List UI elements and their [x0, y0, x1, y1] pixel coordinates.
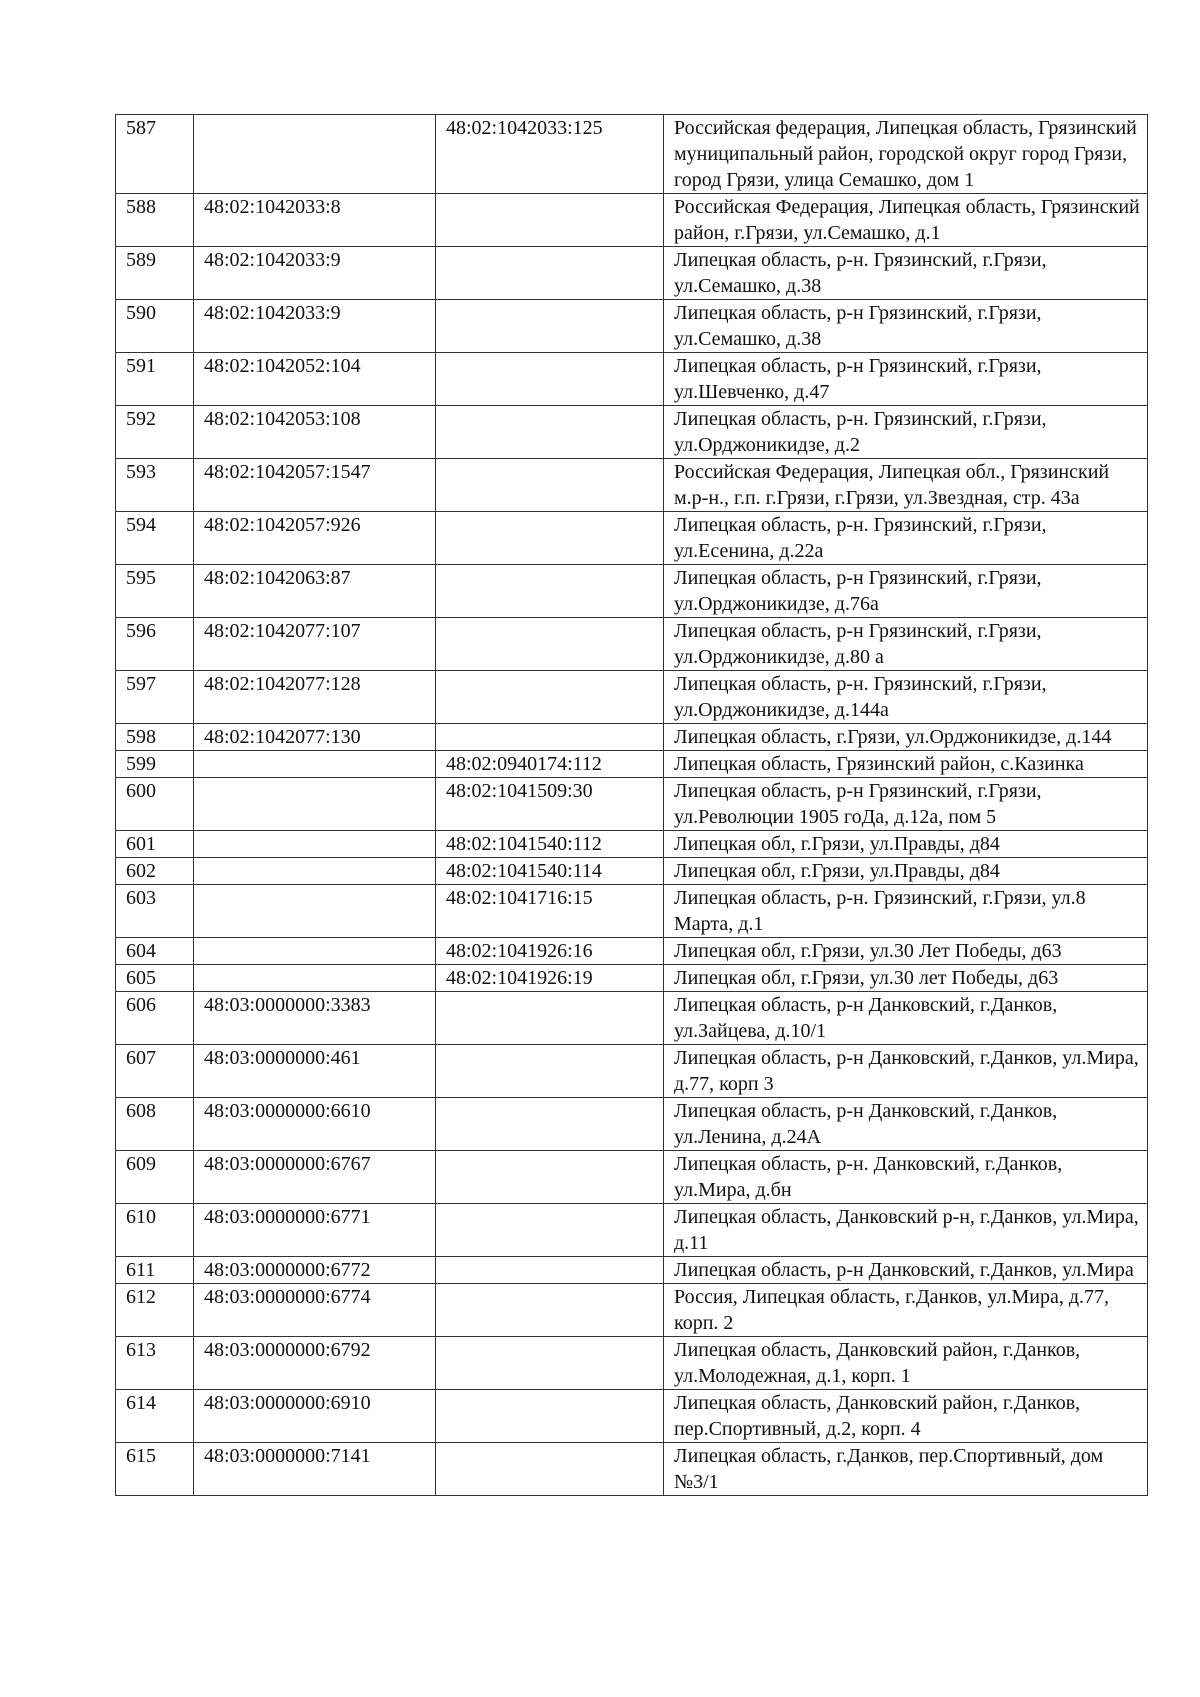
building-cadastral-number-cell: [436, 1284, 664, 1337]
address-cell: Липецкая область, г.Данков, пер.Спортивный, дом №3/1: [664, 1443, 1148, 1496]
land-cadastral-number-cell: 48:02:1042033:9: [194, 247, 436, 300]
row-number-cell: 590: [116, 300, 194, 353]
address-cell: Липецкая область, р-н Данковский, г.Данков, ул.Мира: [664, 1257, 1148, 1284]
building-cadastral-number-cell: [436, 459, 664, 512]
row-number-cell: 587: [116, 115, 194, 194]
address-cell: Липецкая область, р-н Грязинский, г.Грязи, ул.Шевченко, д.47: [664, 353, 1148, 406]
address-cell: Липецкая область, р-н. Данковский, г.Данков, ул.Мира, д.бн: [664, 1151, 1148, 1204]
table-row: [116, 885, 1148, 938]
address-cell: Липецкая обл, г.Грязи, ул.Правды, д84: [664, 831, 1148, 858]
land-cadastral-number-cell: [194, 778, 436, 831]
address-cell: Российская Федерация, Липецкая область, Грязинский район, г.Грязи, ул.Семашко, д.1: [664, 194, 1148, 247]
row-number-cell: 601: [116, 831, 194, 858]
table-row: [116, 858, 1148, 885]
table-row: [116, 194, 1148, 247]
building-cadastral-number-cell: 48:02:1042033:125: [436, 115, 664, 194]
land-cadastral-number-cell: [194, 115, 436, 194]
row-number-cell: 593: [116, 459, 194, 512]
table-row: [116, 247, 1148, 300]
land-cadastral-number-cell: 48:02:1042063:87: [194, 565, 436, 618]
land-cadastral-number-cell: 48:03:0000000:6910: [194, 1390, 436, 1443]
address-cell: Липецкая область, Данковский р-н, г.Данков, ул.Мира, д.11: [664, 1204, 1148, 1257]
table-row: [116, 300, 1148, 353]
building-cadastral-number-cell: [436, 247, 664, 300]
address-cell: Россия, Липецкая область, г.Данков, ул.Мира, д.77, корп. 2: [664, 1284, 1148, 1337]
building-cadastral-number-cell: 48:02:1041540:112: [436, 831, 664, 858]
row-number-cell: 603: [116, 885, 194, 938]
table-row: [116, 565, 1148, 618]
address-cell: Липецкая область, р-н. Грязинский, г.Грязи, ул.Есенина, д.22а: [664, 512, 1148, 565]
land-cadastral-number-cell: 48:03:0000000:6610: [194, 1098, 436, 1151]
address-cell: Липецкая область, р-н. Грязинский, г.Грязи, ул.Орджоникидзе, д.144а: [664, 671, 1148, 724]
building-cadastral-number-cell: [436, 406, 664, 459]
row-number-cell: 610: [116, 1204, 194, 1257]
row-number-cell: 609: [116, 1151, 194, 1204]
building-cadastral-number-cell: [436, 1098, 664, 1151]
building-cadastral-number-cell: [436, 1257, 664, 1284]
row-number-cell: 604: [116, 938, 194, 965]
row-number-cell: 597: [116, 671, 194, 724]
building-cadastral-number-cell: [436, 618, 664, 671]
land-cadastral-number-cell: 48:03:0000000:6772: [194, 1257, 436, 1284]
table-row: [116, 778, 1148, 831]
row-number-cell: 612: [116, 1284, 194, 1337]
address-cell: Липецкая область, р-н. Грязинский, г.Грязи, ул.Орджоникидзе, д.2: [664, 406, 1148, 459]
land-cadastral-number-cell: 48:03:0000000:6774: [194, 1284, 436, 1337]
table-row: [116, 406, 1148, 459]
land-cadastral-number-cell: [194, 858, 436, 885]
table-row: [116, 724, 1148, 751]
table-row: [116, 1337, 1148, 1390]
building-cadastral-number-cell: 48:02:1041509:30: [436, 778, 664, 831]
building-cadastral-number-cell: 48:02:1041540:114: [436, 858, 664, 885]
table-row: [116, 751, 1148, 778]
building-cadastral-number-cell: 48:02:1041926:16: [436, 938, 664, 965]
address-cell: Липецкая область, р-н Данковский, г.Данков, ул.Мира, д.77, корп 3: [664, 1045, 1148, 1098]
table-row: [116, 115, 1148, 194]
land-cadastral-number-cell: 48:02:1042057:926: [194, 512, 436, 565]
table-body: [116, 115, 1148, 1496]
address-cell: Липецкая область, г.Грязи, ул.Орджоникидзе, д.144: [664, 724, 1148, 751]
table-row: [116, 1390, 1148, 1443]
row-number-cell: 592: [116, 406, 194, 459]
row-number-cell: 602: [116, 858, 194, 885]
building-cadastral-number-cell: [436, 1443, 664, 1496]
address-cell: Липецкая обл, г.Грязи, ул.Правды, д84: [664, 858, 1148, 885]
building-cadastral-number-cell: [436, 565, 664, 618]
row-number-cell: 608: [116, 1098, 194, 1151]
land-cadastral-number-cell: 48:02:1042033:9: [194, 300, 436, 353]
land-cadastral-number-cell: 48:02:1042033:8: [194, 194, 436, 247]
building-cadastral-number-cell: [436, 1204, 664, 1257]
land-cadastral-number-cell: [194, 885, 436, 938]
row-number-cell: 594: [116, 512, 194, 565]
address-cell: Липецкая область, р-н. Грязинский, г.Грязи, ул.Семашко, д.38: [664, 247, 1148, 300]
building-cadastral-number-cell: [436, 1045, 664, 1098]
table-row: [116, 1204, 1148, 1257]
row-number-cell: 606: [116, 992, 194, 1045]
building-cadastral-number-cell: [436, 1390, 664, 1443]
address-cell: Липецкая обл, г.Грязи, ул.30 лет Победы, д63: [664, 965, 1148, 992]
address-cell: Липецкая область, Данковский район, г.Данков, пер.Спортивный, д.2, корп. 4: [664, 1390, 1148, 1443]
address-cell: Липецкая область, р-н. Грязинский, г.Грязи, ул.8 Марта, д.1: [664, 885, 1148, 938]
building-cadastral-number-cell: [436, 194, 664, 247]
building-cadastral-number-cell: [436, 724, 664, 751]
building-cadastral-number-cell: [436, 1337, 664, 1390]
row-number-cell: 599: [116, 751, 194, 778]
address-cell: Липецкая область, Данковский район, г.Данков, ул.Молодежная, д.1, корп. 1: [664, 1337, 1148, 1390]
table-row: [116, 1284, 1148, 1337]
table-row: [116, 618, 1148, 671]
table-row: [116, 938, 1148, 965]
building-cadastral-number-cell: [436, 992, 664, 1045]
row-number-cell: 588: [116, 194, 194, 247]
table-row: [116, 831, 1148, 858]
land-cadastral-number-cell: [194, 751, 436, 778]
address-cell: Липецкая область, Грязинский район, с.Казинка: [664, 751, 1148, 778]
address-cell: Липецкая область, р-н Грязинский, г.Грязи, ул.Орджоникидзе, д.80 а: [664, 618, 1148, 671]
land-cadastral-number-cell: 48:02:1042057:1547: [194, 459, 436, 512]
row-number-cell: 605: [116, 965, 194, 992]
table-row: [116, 1098, 1148, 1151]
address-cell: Липецкая область, р-н Данковский, г.Данков, ул.Ленина, д.24А: [664, 1098, 1148, 1151]
land-cadastral-number-cell: 48:02:1042077:130: [194, 724, 436, 751]
land-cadastral-number-cell: 48:02:1042053:108: [194, 406, 436, 459]
table-row: [116, 992, 1148, 1045]
land-cadastral-number-cell: 48:02:1042052:104: [194, 353, 436, 406]
row-number-cell: 591: [116, 353, 194, 406]
address-cell: Липецкая обл, г.Грязи, ул.30 Лет Победы, д63: [664, 938, 1148, 965]
table-row: [116, 1443, 1148, 1496]
land-cadastral-number-cell: 48:02:1042077:107: [194, 618, 436, 671]
address-cell: Липецкая область, р-н Данковский, г.Данков, ул.Зайцева, д.10/1: [664, 992, 1148, 1045]
building-cadastral-number-cell: [436, 300, 664, 353]
building-cadastral-number-cell: [436, 1151, 664, 1204]
land-cadastral-number-cell: 48:03:0000000:6767: [194, 1151, 436, 1204]
table-row: [116, 353, 1148, 406]
land-cadastral-number-cell: [194, 831, 436, 858]
land-cadastral-number-cell: 48:03:0000000:3383: [194, 992, 436, 1045]
row-number-cell: 615: [116, 1443, 194, 1496]
row-number-cell: 614: [116, 1390, 194, 1443]
building-cadastral-number-cell: [436, 512, 664, 565]
row-number-cell: 600: [116, 778, 194, 831]
land-cadastral-number-cell: 48:03:0000000:461: [194, 1045, 436, 1098]
address-cell: Российская федерация, Липецкая область, Грязинский муниципальный район, городской округ город Грязи, город Грязи, улица Семашко, дом 1: [664, 115, 1148, 194]
table-row: [116, 965, 1148, 992]
row-number-cell: 613: [116, 1337, 194, 1390]
row-number-cell: 607: [116, 1045, 194, 1098]
building-cadastral-number-cell: 48:02:1041926:19: [436, 965, 664, 992]
building-cadastral-number-cell: 48:02:0940174:112: [436, 751, 664, 778]
land-cadastral-number-cell: 48:03:0000000:7141: [194, 1443, 436, 1496]
table-row: [116, 1151, 1148, 1204]
building-cadastral-number-cell: [436, 671, 664, 724]
land-cadastral-number-cell: [194, 938, 436, 965]
address-cell: Российская Федерация, Липецкая обл., Грязинский м.р-н., г.п. г.Грязи, г.Грязи, ул.Звездная, стр. 43а: [664, 459, 1148, 512]
land-cadastral-number-cell: 48:03:0000000:6792: [194, 1337, 436, 1390]
land-cadastral-number-cell: [194, 965, 436, 992]
row-number-cell: 596: [116, 618, 194, 671]
table-row: [116, 459, 1148, 512]
land-cadastral-number-cell: 48:03:0000000:6771: [194, 1204, 436, 1257]
address-cell: Липецкая область, р-н Грязинский, г.Грязи, ул.Семашко, д.38: [664, 300, 1148, 353]
land-cadastral-number-cell: 48:02:1042077:128: [194, 671, 436, 724]
table-row: [116, 1045, 1148, 1098]
table-row: [116, 1257, 1148, 1284]
address-cell: Липецкая область, р-н Грязинский, г.Грязи, ул.Орджоникидзе, д.76а: [664, 565, 1148, 618]
building-cadastral-number-cell: [436, 353, 664, 406]
property-registry-table: [115, 114, 1148, 1496]
row-number-cell: 589: [116, 247, 194, 300]
table-row: [116, 671, 1148, 724]
row-number-cell: 598: [116, 724, 194, 751]
row-number-cell: 595: [116, 565, 194, 618]
address-cell: Липецкая область, р-н Грязинский, г.Грязи, ул.Революции 1905 гоДа, д.12а, пом 5: [664, 778, 1148, 831]
table-row: [116, 512, 1148, 565]
row-number-cell: 611: [116, 1257, 194, 1284]
building-cadastral-number-cell: 48:02:1041716:15: [436, 885, 664, 938]
